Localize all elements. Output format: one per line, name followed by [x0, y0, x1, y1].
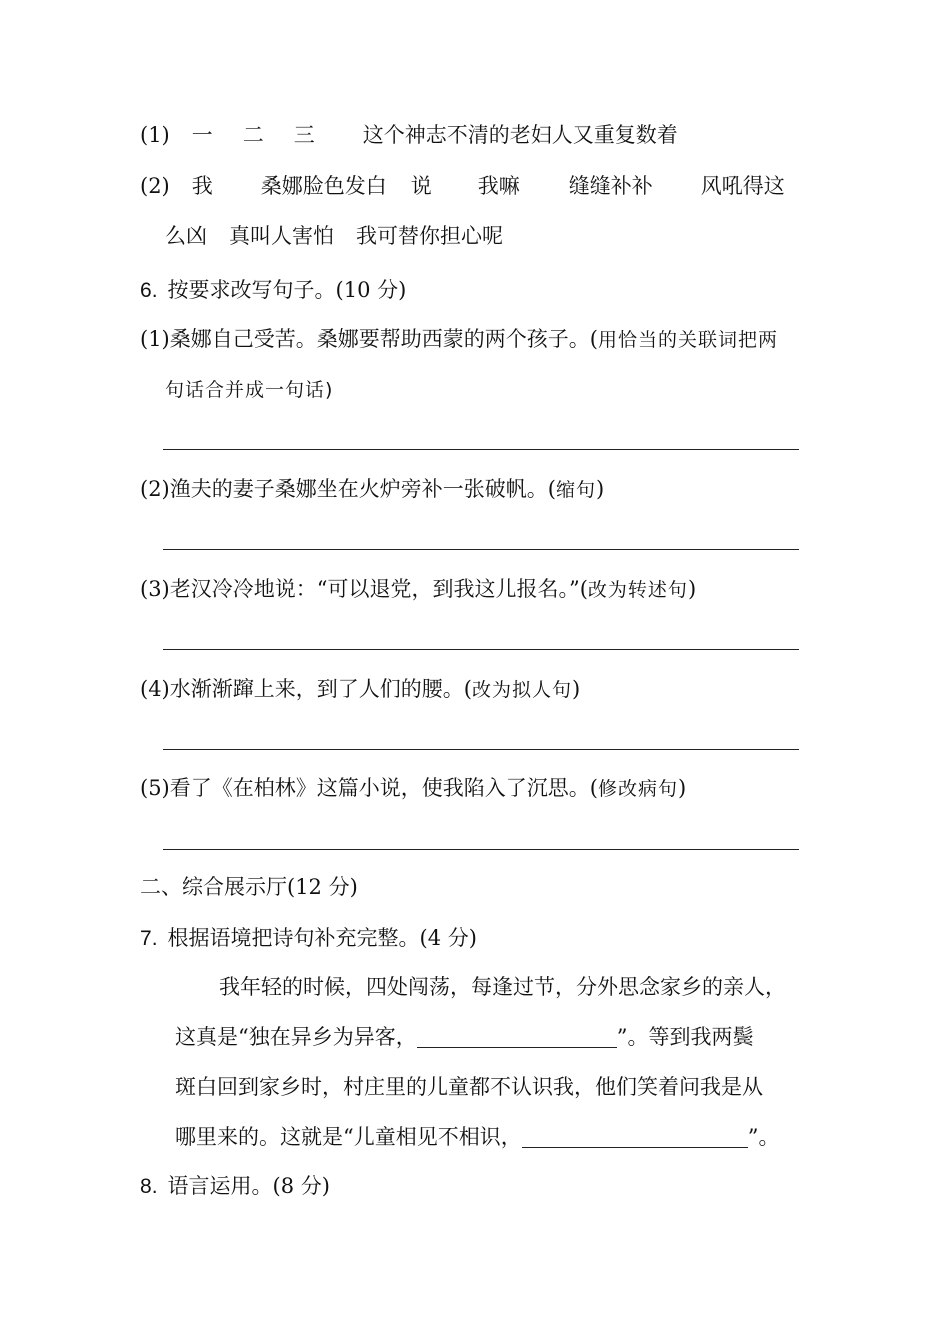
answer-line[interactable] [163, 849, 799, 850]
answer-line[interactable] [163, 449, 799, 450]
item-label: (5) [140, 776, 170, 800]
numeral-three: 三 [293, 123, 315, 147]
section-heading: 二、综合展示厅(12 分) [140, 875, 358, 899]
answer-line[interactable] [163, 549, 799, 550]
item-label: (4) [140, 677, 170, 701]
q7-paragraph-line-3: 斑白回到家乡时，村庄里的儿童都不认识我，他们笑着问我是从 [175, 1075, 763, 1099]
phrase: 桑娜脸色发白 [260, 174, 387, 198]
q7-paragraph-line-1: 我年轻的时候，四处闯荡，每逢过节，分外思念家乡的亲人， [219, 975, 786, 999]
question-number: 8 [140, 1175, 152, 1198]
q7-paragraph-line-4: 哪里来的。这就是“儿童相见不相识， ”。 [175, 1125, 780, 1149]
question-title: 按要求改写句子。(10 分) [167, 278, 407, 302]
q5-item-2-cont [165, 221, 503, 251]
item-instruction: 缩句 [555, 479, 596, 501]
q6-item-1-cont: 句话合并成一句话) [165, 379, 334, 401]
q7-paragraph-line-2: 这真是“独在异乡为异客， ”。等到我两鬓 [175, 1025, 754, 1049]
question-number: 7 [140, 927, 152, 950]
item-text: 看了《在柏林》这篇小说，使我陷入了沉思。( [169, 776, 598, 800]
item-text: 老汉冷冷地说：“可以退党，到我这儿报名。”( [169, 577, 588, 601]
poem-blank-2[interactable] [522, 1125, 748, 1148]
phrase: 真叫人害怕 [229, 224, 334, 248]
phrase: 我可替你担心呢 [356, 224, 503, 248]
answer-line[interactable] [163, 649, 799, 650]
item-label: (1) [140, 327, 170, 351]
q8-heading: 8. 语言运用。(8 分) [140, 1174, 330, 1198]
phrase: 么凶 [165, 224, 207, 248]
item-label: (2) [140, 477, 170, 501]
q6-item-3: (3)老汉冷冷地说：“可以退党，到我这儿报名。”(改为转述句) [140, 577, 697, 601]
item-label: (2) [140, 174, 170, 198]
question-number: 6 [140, 279, 152, 302]
q6-item-1 [140, 324, 778, 355]
q6-item-5: (5)看了《在柏林》这篇小说，使我陷入了沉思。(修改病句) [140, 776, 687, 800]
sentence: 这个神志不清的老妇人又重复数着 [362, 123, 678, 147]
item-label: (1) [140, 123, 170, 147]
phrase: 风吼得这 [700, 174, 785, 198]
phrase: 缝缝补补 [568, 174, 653, 198]
phrase: 说 [410, 174, 432, 198]
item-label: (3) [140, 577, 170, 601]
item-text: 渔夫的妻子桑娜坐在火炉旁补一张破帆。( [169, 477, 556, 501]
q7-heading: 7. 根据语境把诗句补充完整。(4 分) [140, 926, 477, 950]
item-text: 桑娜自己受苦。桑娜要帮助西蒙的两个孩子。( [169, 327, 598, 351]
answer-line[interactable] [163, 749, 799, 750]
q6-item-4: (4)水渐渐蹿上来，到了人们的腰。(改为拟人句) [140, 677, 581, 701]
q5-item-2 [140, 171, 785, 201]
numeral-two: 二 [242, 123, 264, 147]
item-instruction: 用恰当的关联词把两 [597, 329, 778, 351]
item-instruction: 改为拟人句 [471, 679, 572, 701]
poem-blank-1[interactable] [417, 1025, 617, 1048]
q6-item-2: (2)渔夫的妻子桑娜坐在火炉旁补一张破帆。(缩句) [140, 477, 605, 501]
question-title: 语言运用。(8 分) [167, 1174, 330, 1198]
question-title: 根据语境把诗句补充完整。(4 分) [167, 926, 477, 950]
item-instruction: 修改病句 [597, 778, 678, 800]
numeral-one: 一 [191, 123, 213, 147]
phrase: 我嘛 [477, 174, 520, 198]
item-instruction: 改为转述句 [587, 579, 688, 601]
item-text: 水渐渐蹿上来，到了人们的腰。( [169, 677, 472, 701]
q5-item-1 [140, 120, 678, 150]
q6-heading: 6. 按要求改写句子。(10 分) [140, 278, 407, 302]
phrase: 我 [191, 174, 213, 198]
